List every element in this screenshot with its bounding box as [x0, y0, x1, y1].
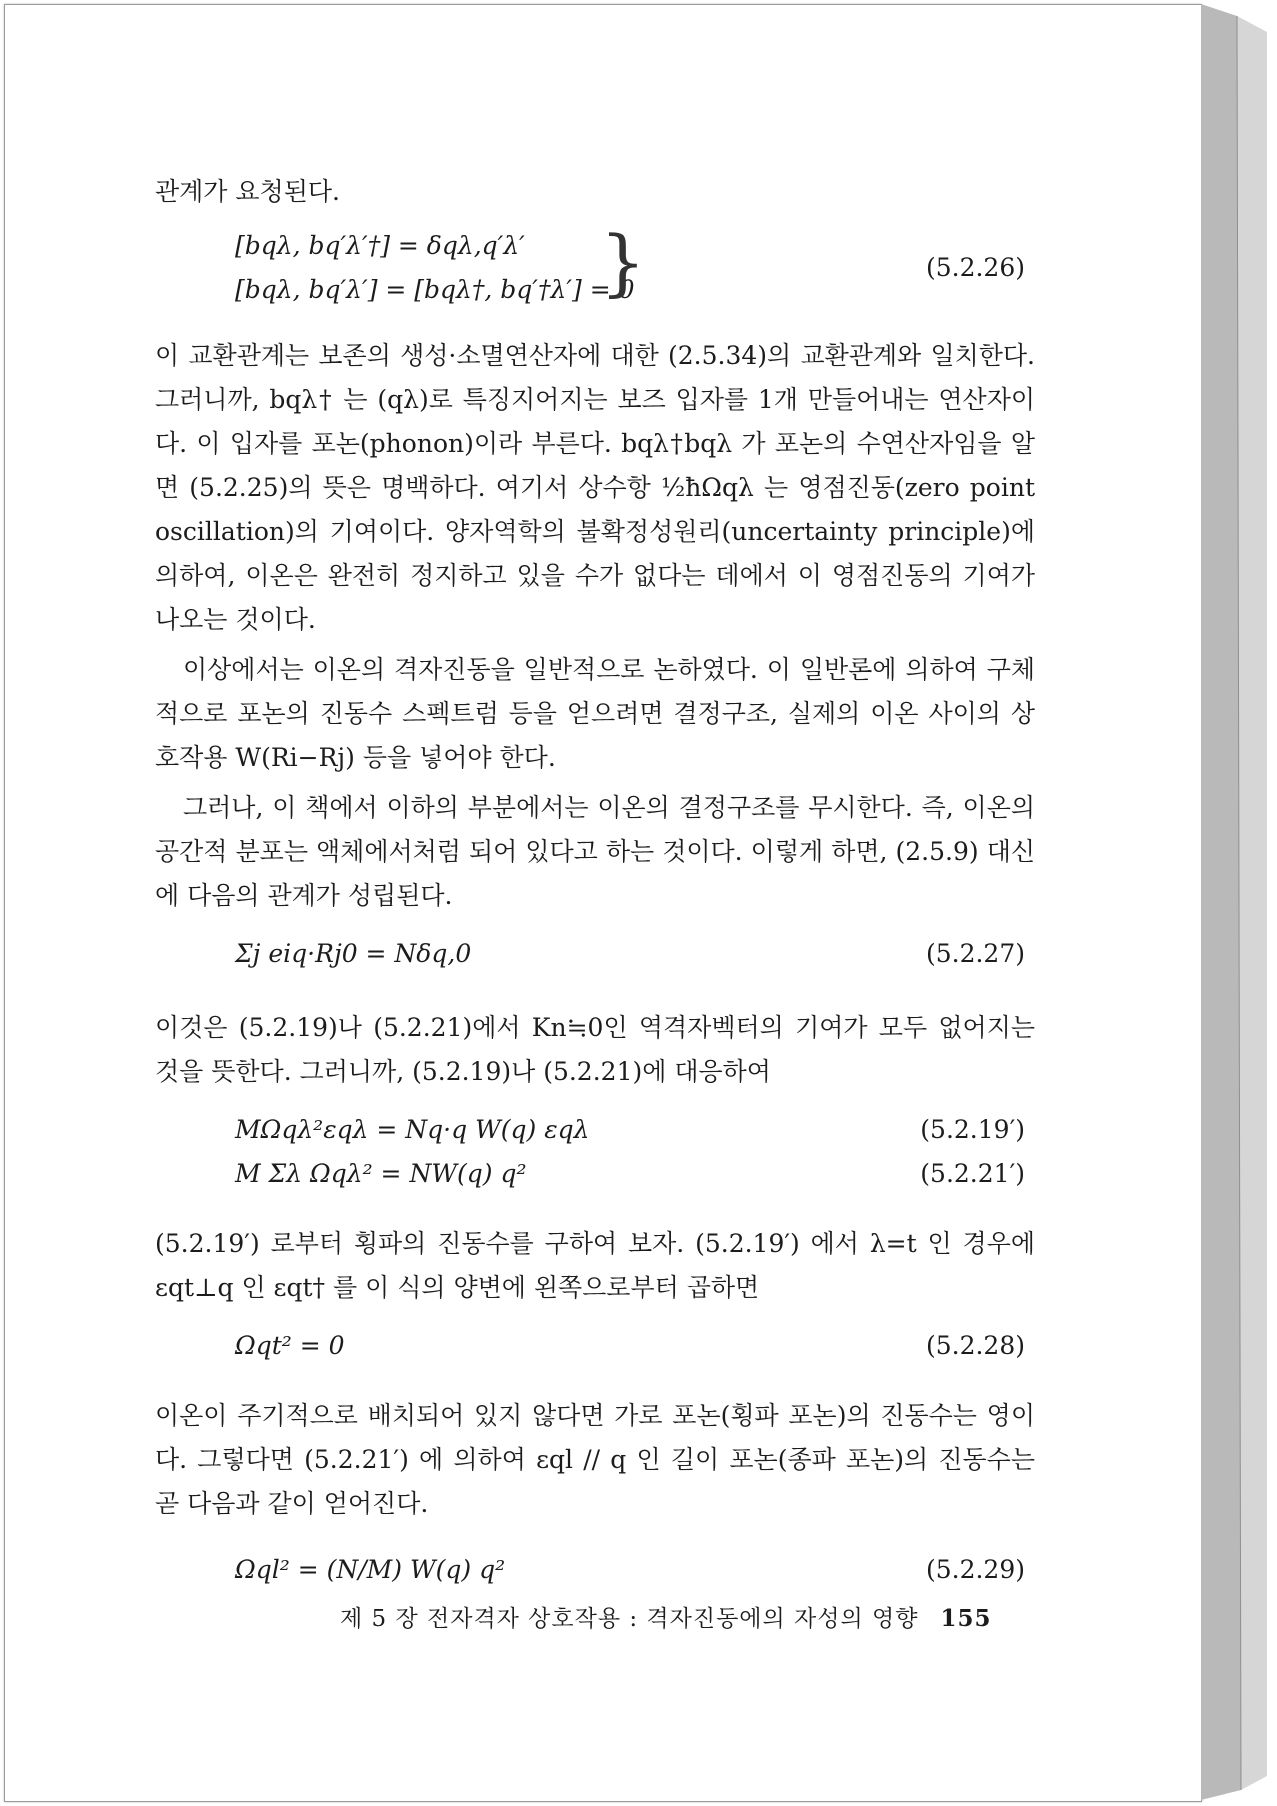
- right-brace: }: [600, 220, 646, 304]
- running-header: 제 5 장 전자격자 상호작용 : 격자진동에의 자성의 영향: [340, 1606, 919, 1632]
- equation-number: (5.2.21′): [920, 1159, 1025, 1188]
- equation-number: (5.2.28): [925, 1331, 1025, 1360]
- page-footer: [340, 1604, 991, 1634]
- equation-line: [bqλ, bq′λ′] = [bqλ†, bq′†λ′] = 0: [235, 275, 635, 304]
- paragraph: 그러나, 이 책에서 이하의 부분에서는 이온의 결정구조를 무시한다. 즉, 이온의 공간적 분포는 액체에서처럼 되어 있다고 하는 것이다. 이렇게 하면, (2.5.9) 대신에 다음의 관계가 성립된다.: [155, 793, 1035, 910]
- paragraph: (5.2.19′) 로부터 횡파의 진동수를 구하여 보자. (5.2.19′) 에서 λ=t 인 경우에 εqt⊥q 인 εqt† 를 이 식의 양변에 왼쪽으로부터 곱하면: [155, 1229, 1035, 1302]
- equation-number: (5.2.19′): [920, 1115, 1025, 1144]
- equation-expression: Ωql² = (N/M) W(q) q²: [235, 1555, 506, 1584]
- page-body: [155, 170, 1035, 1608]
- equation-number: (5.2.29): [925, 1555, 1025, 1584]
- equation-line: [bqλ, bq′λ′†] = δqλ,q′λ′: [235, 231, 525, 260]
- paragraph: 이상에서는 이온의 격자진동을 일반적으로 논하였다. 이 일반론에 의하여 구체적으로 포논의 진동수 스펙트럼 등을 얻으려면 결정구조, 실제의 이온 사이의 상호작용 W(Ri−Rj) 등을 넣어야 한다.: [155, 655, 1035, 772]
- equation-expression: Ωqt² = 0: [235, 1331, 345, 1360]
- paragraph: 이 교환관계는 보존의 생성·소멸연산자에 대한 (2.5.34)의 교환관계와 일치한다. 그러니까, bqλ† 는 (qλ)로 특징지어지는 보즈 입자를 1개 만들어내는 연산자이다. 이 입자를 포논(phonon)이라 부른다. bqλ†bqλ 가 포논의 수연산자임을 알면 (5.2.25)의 뜻은 명백하다. 여기서 상수항 ½ħΩqλ 는 영점진동(zero point oscillation)의 기여이다. 양자역학의 불확정성원리(uncertainty principle)에 의하여, 이온은 완전히 정지하고 있을 수가 없다는 데에서 이 영점진동의 기여가 나오는 것이다.: [155, 341, 1035, 634]
- equation-5-2-27: [155, 932, 1035, 992]
- intro-text: 관계가 요청된다.: [155, 177, 340, 206]
- equation-5-2-29: [155, 1548, 1035, 1608]
- paragraph: 이온이 주기적으로 배치되어 있지 않다면 가로 포논(횡파 포논)의 진동수는 영이다. 그렇다면 (5.2.21′) 에 의하여 εql // q 인 길이 포논(종파 포논)의 진동수는 곧 다음과 같이 얻어진다.: [155, 1401, 1035, 1518]
- equation-expression: MΩqλ²εqλ = Nq·q W(q) εqλ: [235, 1115, 590, 1144]
- equation-5-2-26: [155, 220, 1035, 312]
- page-number: 155: [940, 1605, 992, 1632]
- equation-number: (5.2.26): [925, 253, 1025, 282]
- paragraph: 이것은 (5.2.19)나 (5.2.21)에서 Kn≒0인 역격자벡터의 기여가 모두 없어지는 것을 뜻한다. 그러니까, (5.2.19)나 (5.2.21)에 대응하여: [155, 1013, 1035, 1086]
- equation-5-2-19-prime: [155, 1108, 1035, 1152]
- equation-5-2-21-prime: [155, 1152, 1035, 1208]
- equation-expression: Σj eiq·Rj0 = Nδq,0: [235, 939, 472, 968]
- equation-expression: M Σλ Ωqλ² = NW(q) q²: [235, 1159, 527, 1188]
- equation-5-2-28: [155, 1324, 1035, 1380]
- book-spine: [1201, 4, 1271, 1800]
- equation-number: (5.2.27): [925, 939, 1025, 968]
